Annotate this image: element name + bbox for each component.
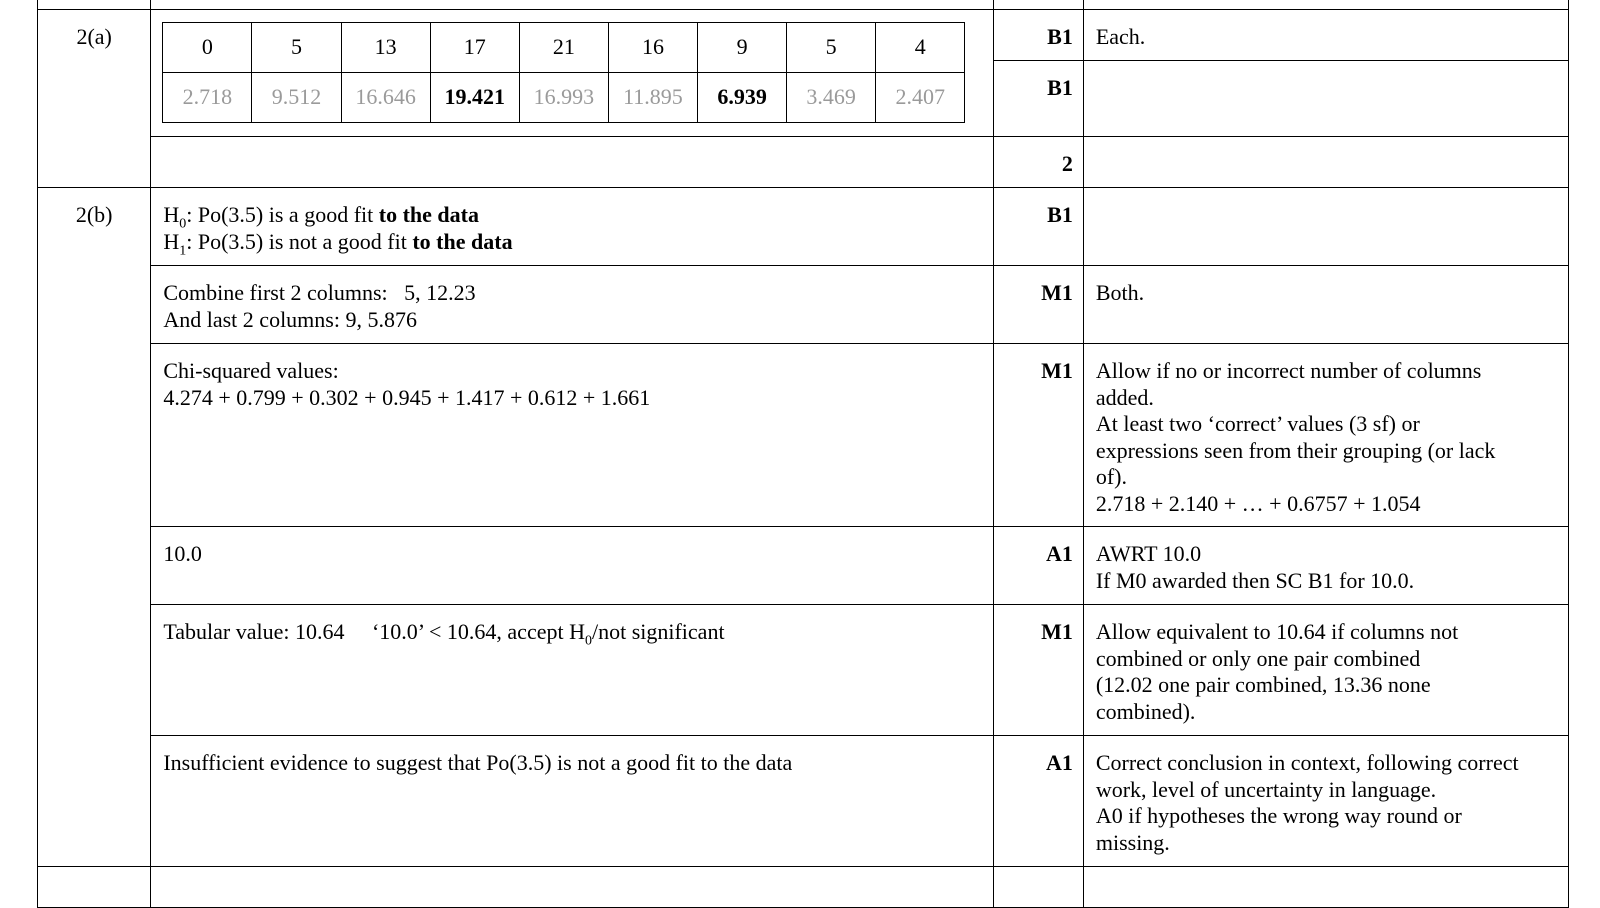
mark: M1 [993,266,1083,344]
observed-value: 5 [787,23,876,73]
mark: B1 [993,188,1083,266]
mark: A1 [993,736,1083,867]
q2b-hypotheses-row [38,188,1569,266]
mark: B1 [993,10,1083,61]
mark: M1 [993,344,1083,527]
guidance: AWRT 10.0 If M0 awarded then SC B1 for 10.0. [1083,527,1568,605]
guidance-empty [1083,137,1568,188]
observed-value: 5 [252,23,341,73]
guidance-empty [1083,188,1568,266]
expected-value: 16.646 [341,73,430,123]
mark: A1 [993,527,1083,605]
observed-value: 13 [341,23,430,73]
observed-value: 16 [608,23,697,73]
expected-value: 11.895 [608,73,697,123]
expected-value: 2.718 [163,73,252,123]
next-row [38,867,1569,908]
observed-value: 9 [698,23,787,73]
mark-scheme-table [37,0,1569,908]
expected-value: 3.469 [787,73,876,123]
q2b-conclusion-row [38,736,1569,867]
mark: B1 [993,61,1083,137]
guidance: Allow if no or incorrect number of columns added. At least two ‘correct’ values (3 sf) or expressions seen from their grouping (or lack of). 2.718 + 2.140 + … + 0.6757 + 1.054 [1083,344,1568,527]
guidance: Correct conclusion in context, following correct work, level of uncertainty in language. A0 if hypotheses the wrong way round or missing. [1083,736,1568,867]
guidance: Both. [1083,266,1568,344]
guidance: Each. [1083,10,1568,61]
tabular-value: Tabular value: 10.64 ‘10.0’ < 10.64, accept $H_0$/not significant [151,605,994,736]
question-label-2a: 2(a) [38,10,151,188]
observed-value: 4 [876,23,965,73]
test-statistic: 10.0 [151,527,994,605]
q2b-tabular-row [38,605,1569,736]
expected-value: 2.407 [876,73,965,123]
observed-value: 17 [430,23,519,73]
mark: M1 [993,605,1083,736]
q2b-chi-row [38,344,1569,527]
expected-value: 9.512 [252,73,341,123]
observed-row [163,23,965,73]
expected-value-answer: 19.421 [430,73,519,123]
observed-value: 0 [163,23,252,73]
guidance-empty [1083,61,1568,137]
frequency-table [162,22,965,123]
observed-value: 21 [519,23,608,73]
question-label-2b: 2(b) [38,188,151,867]
total-marks: 2 [993,137,1083,188]
expected-value-answer: 6.939 [698,73,787,123]
conclusion: Insufficient evidence to suggest that Po(3.5) is not a good fit to the data [151,736,994,867]
guidance: Allow equivalent to 10.64 if columns not combined or only one pair combined (12.02 one pair combined, 13.36 none combined). [1083,605,1568,736]
null-hypothesis: $H_0$: Po(3.5) is a good fit to the data [163,202,479,232]
q2b-combine-row [38,266,1569,344]
alternative-hypothesis: $H_1$: Po(3.5) is not a good fit to the data [163,228,513,258]
hypotheses [151,188,994,266]
expected-row [163,73,965,123]
q2a-row-1 [38,10,1569,61]
expected-value: 16.993 [519,73,608,123]
combine-columns: Combine first 2 columns: 5, 12.23 And last 2 columns: 9, 5.876 [151,266,994,344]
answer-empty [151,137,994,188]
q2a-total-row [38,137,1569,188]
chi-squared-values: Chi-squared values: 4.274 + 0.799 + 0.302 + 0.945 + 1.417 + 0.612 + 1.661 [151,344,994,527]
q2b-value-row [38,527,1569,605]
frequency-table-cell [151,10,994,137]
previous-row [38,0,1569,10]
